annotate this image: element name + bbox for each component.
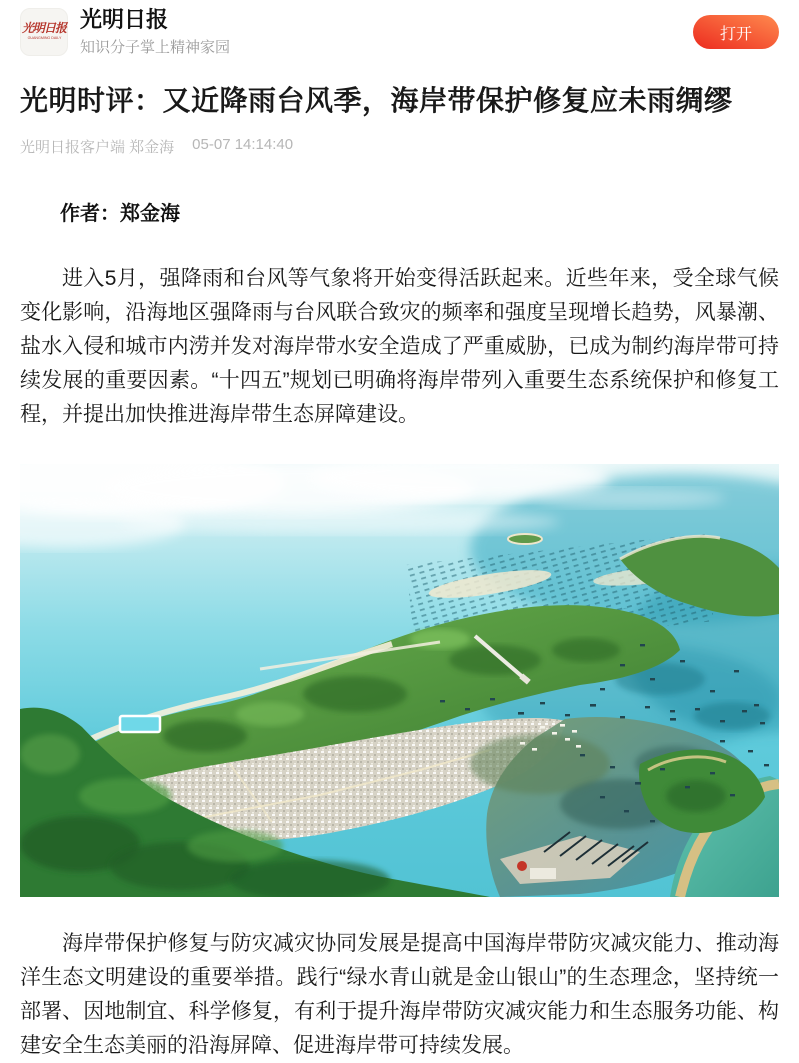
article-image bbox=[20, 464, 779, 897]
logo-en-text: GUANGMING DAILY bbox=[27, 36, 61, 41]
article-source: 光明日报客户端 郑金海 bbox=[20, 139, 175, 156]
article-author-line: 作者：郑金海 bbox=[60, 203, 180, 225]
app-banner bbox=[0, 0, 799, 62]
article-paragraph-2: 海岸带保护修复与防灾减灾协同发展是提高中国海岸带防灾减灾能力、推动海洋生态文明建设的重要举措。践行“绿水青山就是金山银山”的生态理念，坚持统一部署、因地制宜、科学修复，有利于提升海岸带防灾减灾能力和生态服务功能、构建安全生态美丽的沿海屏障、促进海岸带可持续发展。 bbox=[20, 932, 779, 1057]
app-banner-text bbox=[80, 7, 693, 57]
article-paragraph-1: 进入5月，强降雨和台风等气象将开始变得活跃起来。近些年来，受全球气候变化影响，沿海地区强降雨与台风联合致灾的频率和强度呈现增长趋势，风暴潮、盐水入侵和城市内涝并发对海岸带水安全造成了严重威胁，已成为制约海岸带可持续发展的重要因素。“十四五”规划已明确将海岸带列入重要生态系统保护和修复工程，并提出加快推进海岸带生态屏障建设。 bbox=[20, 267, 779, 426]
guangming-daily-logo[interactable] bbox=[20, 8, 68, 56]
article-timestamp: 05-07 14:14:40 bbox=[192, 136, 294, 153]
open-app-button[interactable]: 打开 bbox=[693, 15, 779, 49]
aerial-coastal-bay-photo bbox=[20, 464, 779, 897]
app-name: 光明日报 bbox=[80, 7, 169, 32]
logo-cn-text: 光明日报 bbox=[21, 21, 66, 35]
app-tagline: 知识分子掌上精神家园 bbox=[80, 39, 231, 56]
article-byline bbox=[20, 136, 779, 157]
article-title: 光明时评：又近降雨台风季，海岸带保护修复应未雨绸缪 bbox=[20, 85, 733, 116]
